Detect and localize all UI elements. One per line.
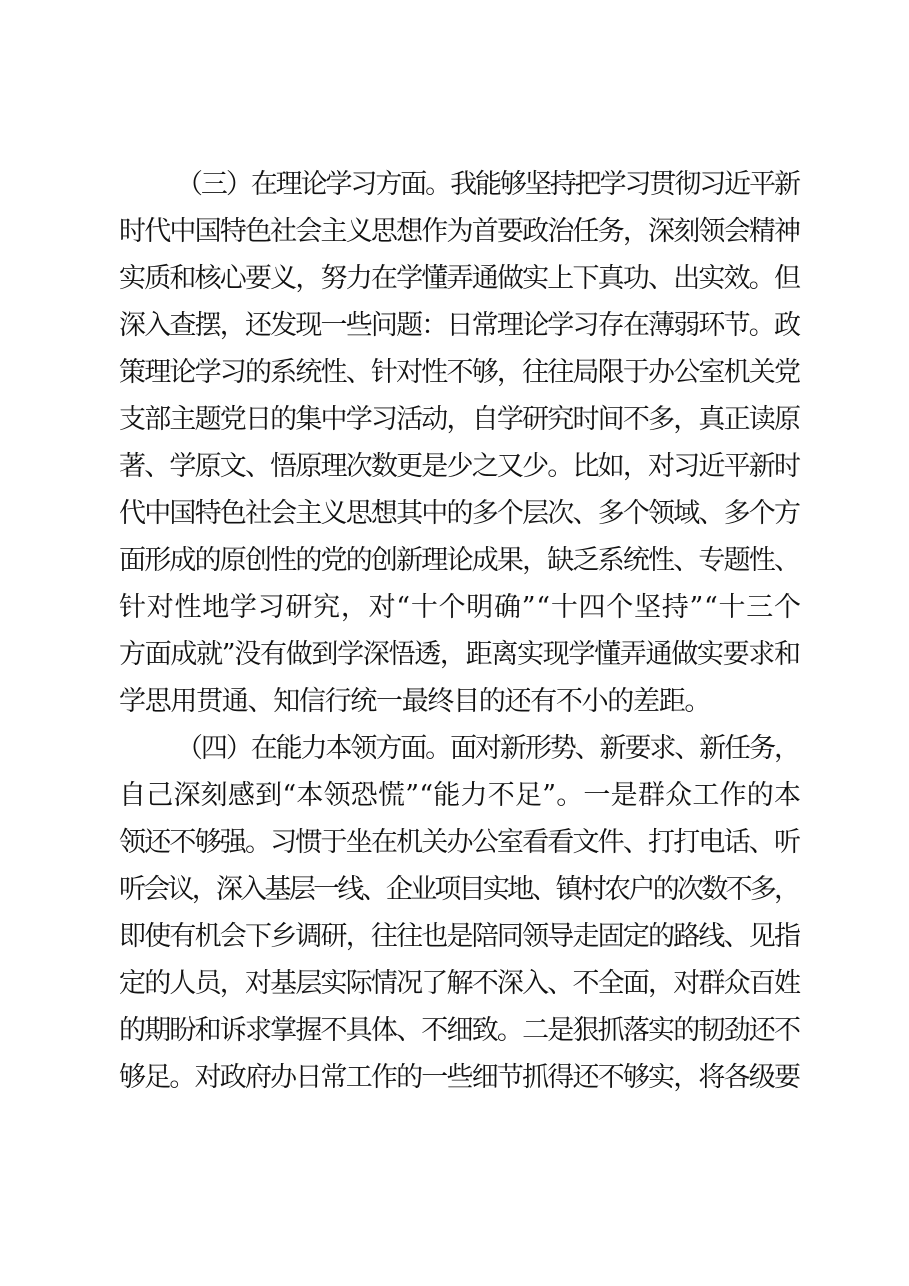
text-line xyxy=(0,447,909,487)
line-text: 策理论学习的系统性、针对性不够，往往局限于办公室机关党 xyxy=(119,357,800,388)
line-text: 的期盼和诉求掌握不具体、不细致。二是狠抓落实的韧劲还不 xyxy=(119,1015,800,1046)
text-line xyxy=(0,259,909,299)
text-line xyxy=(0,682,909,722)
text-line xyxy=(0,165,909,205)
text-line xyxy=(0,588,909,628)
line-text: 听会议，深入基层一线、企业项目实地、镇村农户的次数不多， xyxy=(119,874,799,905)
text-line xyxy=(0,306,909,346)
text-line xyxy=(0,494,909,534)
text-line xyxy=(0,776,909,816)
text-line xyxy=(0,870,909,910)
line-text: 即使有机会下乡调研，往往也是陪同领导走固定的路线、见指 xyxy=(119,921,800,952)
line-text: 代中国特色社会主义思想其中的多个层次、多个领域、多个方 xyxy=(119,498,800,529)
text-line xyxy=(0,964,909,1004)
text-line xyxy=(0,823,909,863)
text-line xyxy=(0,729,909,769)
line-text: 支部主题党日的集中学习活动，自学研究时间不多，真正读原 xyxy=(119,404,800,435)
text-line xyxy=(0,541,909,581)
text-line xyxy=(0,635,909,675)
line-text: 方面成就”没有做到学深悟透，距离实现学懂弄通做实要求和 xyxy=(119,639,800,670)
line-text: 学思用贯通、知信行统一最终目的还有不小的差距。 xyxy=(119,686,711,717)
line-text: 针对性地学习研究，对“十个明确”“十四个坚持”“十三个 xyxy=(119,592,802,623)
line-text: 够足。对政府办日常工作的一些细节抓得还不够实，将各级要 xyxy=(119,1062,800,1093)
text-line xyxy=(0,1058,909,1098)
line-text: （三）在理论学习方面。我能够坚持把学习贯彻习近平新 xyxy=(176,169,799,200)
line-text: 自己深刻感到“本领恐慌”“能力不足”。一是群众工作的本 xyxy=(119,780,802,811)
line-text: 著、学原文、悟原理次数更是少之又少。比如，对习近平新时 xyxy=(119,451,800,482)
line-text: 实质和核心要义，努力在学懂弄通做实上下真功、出实效。但 xyxy=(119,263,800,294)
line-text: （四）在能力本领方面。面对新形势、新要求、新任务， xyxy=(176,733,799,764)
text-line xyxy=(0,353,909,393)
text-line xyxy=(0,1011,909,1051)
line-text: 定的人员，对基层实际情况了解不深入、不全面，对群众百姓 xyxy=(119,968,800,999)
line-text: 面形成的原创性的党的创新理论成果，缺乏系统性、专题性、 xyxy=(119,545,800,576)
text-line xyxy=(0,212,909,252)
line-text: 深入查摆，还发现一些问题：日常理论学习存在薄弱环节。政 xyxy=(119,310,800,341)
text-line xyxy=(0,917,909,957)
line-text: 领还不够强。习惯于坐在机关办公室看看文件、打打电话、听 xyxy=(119,827,800,858)
text-line xyxy=(0,400,909,440)
line-text: 时代中国特色社会主义思想作为首要政治任务，深刻领会精神 xyxy=(119,216,800,247)
